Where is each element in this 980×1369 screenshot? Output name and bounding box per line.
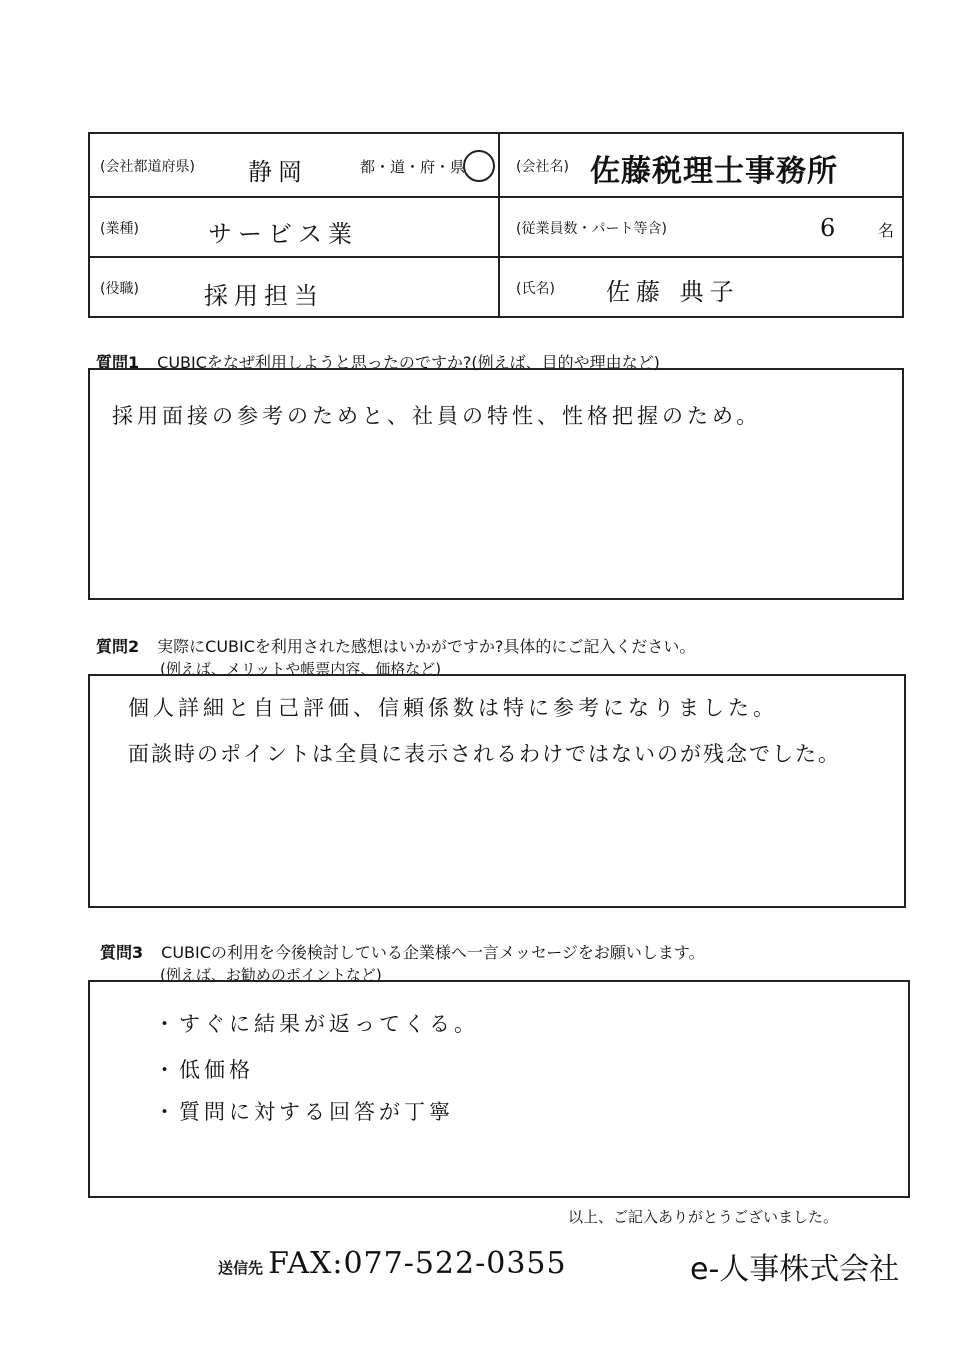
industry-label: (業種): [100, 221, 139, 237]
company-label: (会社名): [516, 159, 569, 175]
answer-3-line-3: ・質問に対する回答が丁寧: [154, 1100, 454, 1124]
position-label: (役職): [100, 281, 139, 297]
fax-line: [218, 1246, 567, 1281]
answer-3-line-1: ・すぐに結果が返ってくる。: [154, 1012, 479, 1036]
closing-message: 以上、ご記入ありがとうございました。: [568, 1208, 839, 1226]
question-2: [96, 634, 695, 657]
info-row-industry-employees: [90, 198, 902, 258]
info-row-position-name: [90, 258, 902, 316]
prefecture-options: 都・道・府・県: [360, 158, 466, 176]
question-2-text: 実際にCUBICを利用された感想はいかがですか?具体的にご記入ください。: [157, 637, 696, 656]
fax-number: FAX:077-522-0355: [268, 1246, 567, 1281]
employees-label: (従業員数・パート等含): [516, 221, 667, 237]
answer-2-line-2: 面談時のポイントは全員に表示されるわけではないのが残念でした。: [128, 742, 841, 766]
selected-option-circle: [463, 150, 495, 182]
question-3-text: CUBICの利用を今後検討している企業様へ一言メッセージをお願いします。: [161, 943, 705, 962]
answer-box-2: [88, 674, 906, 908]
name-label: (氏名): [516, 281, 555, 297]
employees-unit: 名: [878, 221, 895, 240]
question-2-example: (例えば、メリットや帳票内容、価格など): [160, 660, 442, 678]
company-name: 佐藤税理士事務所: [590, 154, 838, 189]
answer-1-text: 採用面接の参考のためと、社員の特性、性格把握のため。: [112, 404, 762, 428]
prefecture-value: 静岡: [248, 158, 308, 186]
employees-value: 6: [820, 214, 842, 242]
fax-prefix: 送信先: [218, 1259, 264, 1277]
prefecture-label: (会社都道府県): [100, 159, 195, 175]
answer-3-line-2: ・低価格: [154, 1058, 254, 1082]
position-value: 採用担当: [204, 282, 324, 310]
question-3-example: (例えば、お勧めのポイントなど): [160, 966, 382, 984]
info-row-prefecture-company: [90, 134, 902, 198]
question-3-number: 質問3: [100, 943, 144, 962]
question-2-number: 質問2: [96, 637, 140, 656]
answer-box-3: [88, 980, 910, 1198]
question-3: [100, 940, 705, 963]
question-1-text: CUBICをなぜ利用しようと思ったのですか?(例えば、目的や理由など): [157, 353, 660, 372]
answer-box-1: [88, 368, 904, 600]
company-info-table: [88, 132, 904, 318]
name-value: 佐藤 典子: [606, 278, 740, 306]
recipient-company: e-人事株式会社: [690, 1252, 900, 1287]
question-1-number: 質問1: [96, 353, 140, 372]
answer-2-line-1: 個人詳細と自己評価、信頼係数は特に参考になりました。: [128, 696, 778, 720]
industry-value: サービス業: [208, 220, 358, 248]
